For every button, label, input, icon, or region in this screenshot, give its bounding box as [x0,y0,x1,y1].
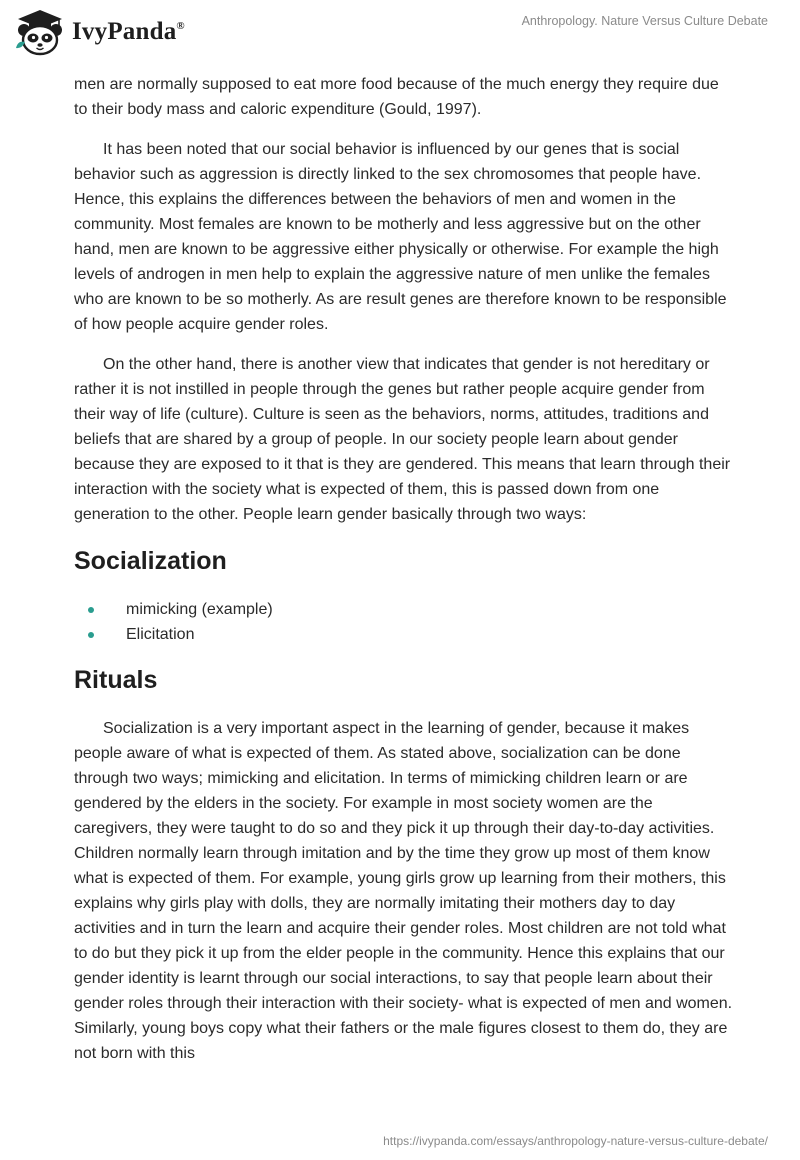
list-item [74,622,734,647]
paragraph-2: It has been noted that our social behavior is influenced by our genes that is social behavior such as aggression is directly linked to the sex chromosomes that people have. Hence, this explains the differences between the behaviors of men and women in the community. Most females are known to be motherly and less aggressive but on the other hand, men are known to be aggressive either physically or otherwise. For example the high levels of androgen in men help to explain the aggressive nature of men unlike the females who are known to be so motherly. As are result genes are therefore known to be responsible of how people acquire gender roles. [74,141,727,333]
paragraph-4: Socialization is a very important aspect in the learning of gender, because it makes people aware of what is expected of them. As stated above, socialization can be done through two ways; mimicking and elicitation. In terms of mimicking children learn or are gendered by the elders in the society. For example in most society women are the caregivers, they were taught to do so and they pick it up through their day-to-day activities. Children normally learn through imitation and by the time they grow up most of them know what is expected of them. For example, young girls grow up learning from their mothers, this explains why girls play with dolls, they are normally imitating their mothers day to day activities and in turn the learn and acquire their gender roles. Most children are not told what to do but they pick it up from the elder people in the community. Hence this explains that our gender identity is learnt through our social interactions, to say that people learn about their gender roles through their interaction with their society- what is expected of men and women. Similarly, young boys copy what their fathers or the male figures closest to them do, they are not born with this [74,720,733,1062]
ivypanda-logo[interactable] [14,8,185,56]
footer-url-link[interactable]: https://ivypanda.com/essays/anthropology-nature-versus-culture-debate/ [383,1134,768,1148]
logo-wordmark [72,18,185,46]
heading-socialization: Socialization [74,547,227,575]
logo-text: IvyPanda [72,18,177,45]
panda-graduate-icon [14,8,66,56]
essay-content [74,72,734,1066]
bullet-icon [88,632,94,638]
registered-mark: ® [176,20,185,32]
page-header [0,0,800,70]
list-item-text: Elicitation [126,626,195,643]
document-title: Anthropology. Nature Versus Culture Debate [521,14,768,28]
bullet-list [74,597,734,647]
list-item-text: mimicking (example) [126,601,273,618]
heading-rituals: Rituals [74,666,158,694]
list-item [74,597,734,622]
paragraph-3: On the other hand, there is another view that indicates that gender is not hereditary or rather it is not instilled in people through the genes but rather people acquire gender from their way of life (culture). Culture is seen as the behaviors, norms, attitudes, traditions and beliefs that are shared by a group of people. In our society people learn about gender because they are exposed to it that is they are gendered. This means that learn through their interaction with the society what is expected of them, this is passed down from one generation to the other. People learn gender basically through two ways: [74,356,731,523]
paragraph-1: men are normally supposed to eat more food because of the much energy they require due to their body mass and caloric expenditure (Gould, 1997). [74,76,719,118]
bullet-icon [88,607,94,613]
